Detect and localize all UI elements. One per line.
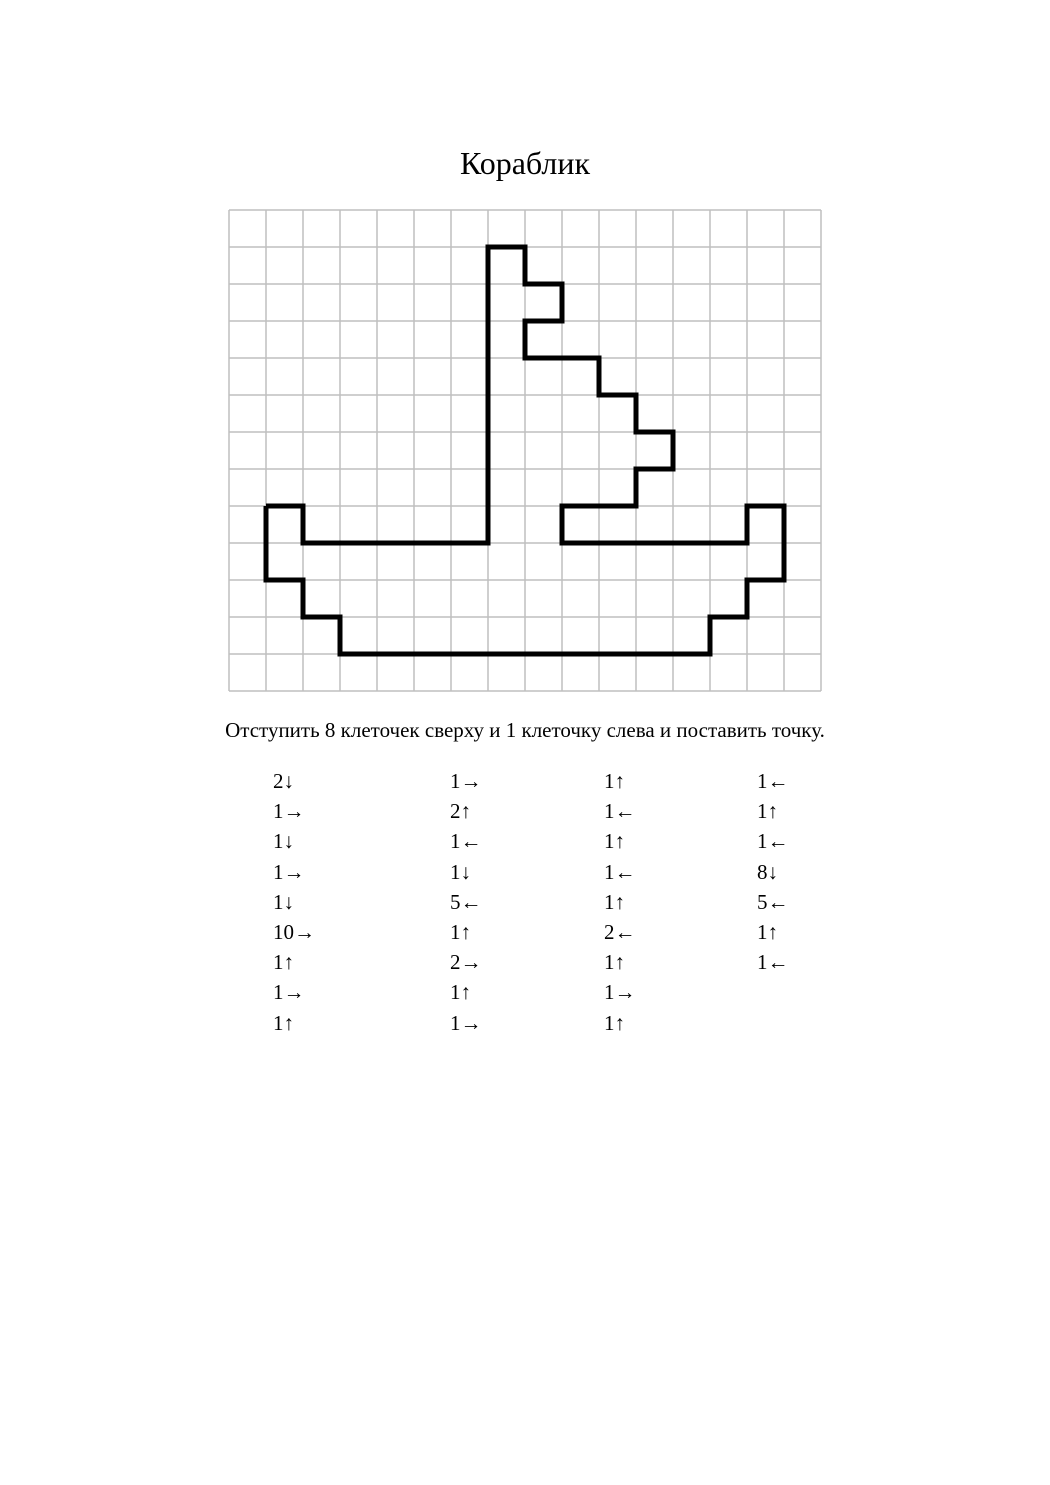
command-column-1 [273,766,315,1038]
move-command: 10→ [273,919,315,944]
move-command: 1↑ [604,889,625,914]
move-command: 5← [450,889,482,914]
move-command: 5← [757,889,789,914]
move-command: 1↑ [604,769,625,793]
move-command: 1→ [450,1010,482,1035]
instruction-text: Отступить 8 клеточек сверху и 1 клеточку слева и поставить точку. [225,718,825,742]
move-command: 2↓ [273,769,294,793]
move-command: 8↓ [757,859,778,884]
command-column-3 [604,766,636,1038]
move-command: 1↑ [604,829,625,854]
move-command: 1↓ [273,889,294,914]
move-command: 1↑ [757,799,778,824]
move-command: 1↑ [604,1010,625,1035]
move-command: 1↓ [450,859,471,884]
move-command: 1→ [604,980,636,1005]
move-command: 1→ [273,980,305,1005]
move-command: 1← [757,769,789,793]
move-command: 1← [604,859,636,884]
move-command: 1← [757,950,789,975]
move-command: 1↑ [757,919,778,944]
command-column-2 [450,766,482,1038]
move-command: 1↑ [273,950,294,975]
move-command: 1↑ [450,980,471,1005]
move-command: 1→ [273,859,305,884]
move-command: 1↑ [604,950,625,975]
command-columns [0,766,1050,1066]
move-command: 1← [757,829,789,854]
move-command: 1↓ [273,829,294,854]
page-title: Кораблик [459,145,591,181]
move-command: 1↑ [273,1010,294,1035]
move-command: 2→ [450,950,482,975]
move-command: 2↑ [450,799,471,824]
move-command: 1→ [450,769,482,793]
move-command: 2← [604,919,636,944]
move-command: 1↑ [450,919,471,944]
move-command: 1← [604,799,636,824]
move-command: 1→ [273,799,305,824]
command-column-4 [757,766,789,977]
move-command: 1← [450,829,482,854]
